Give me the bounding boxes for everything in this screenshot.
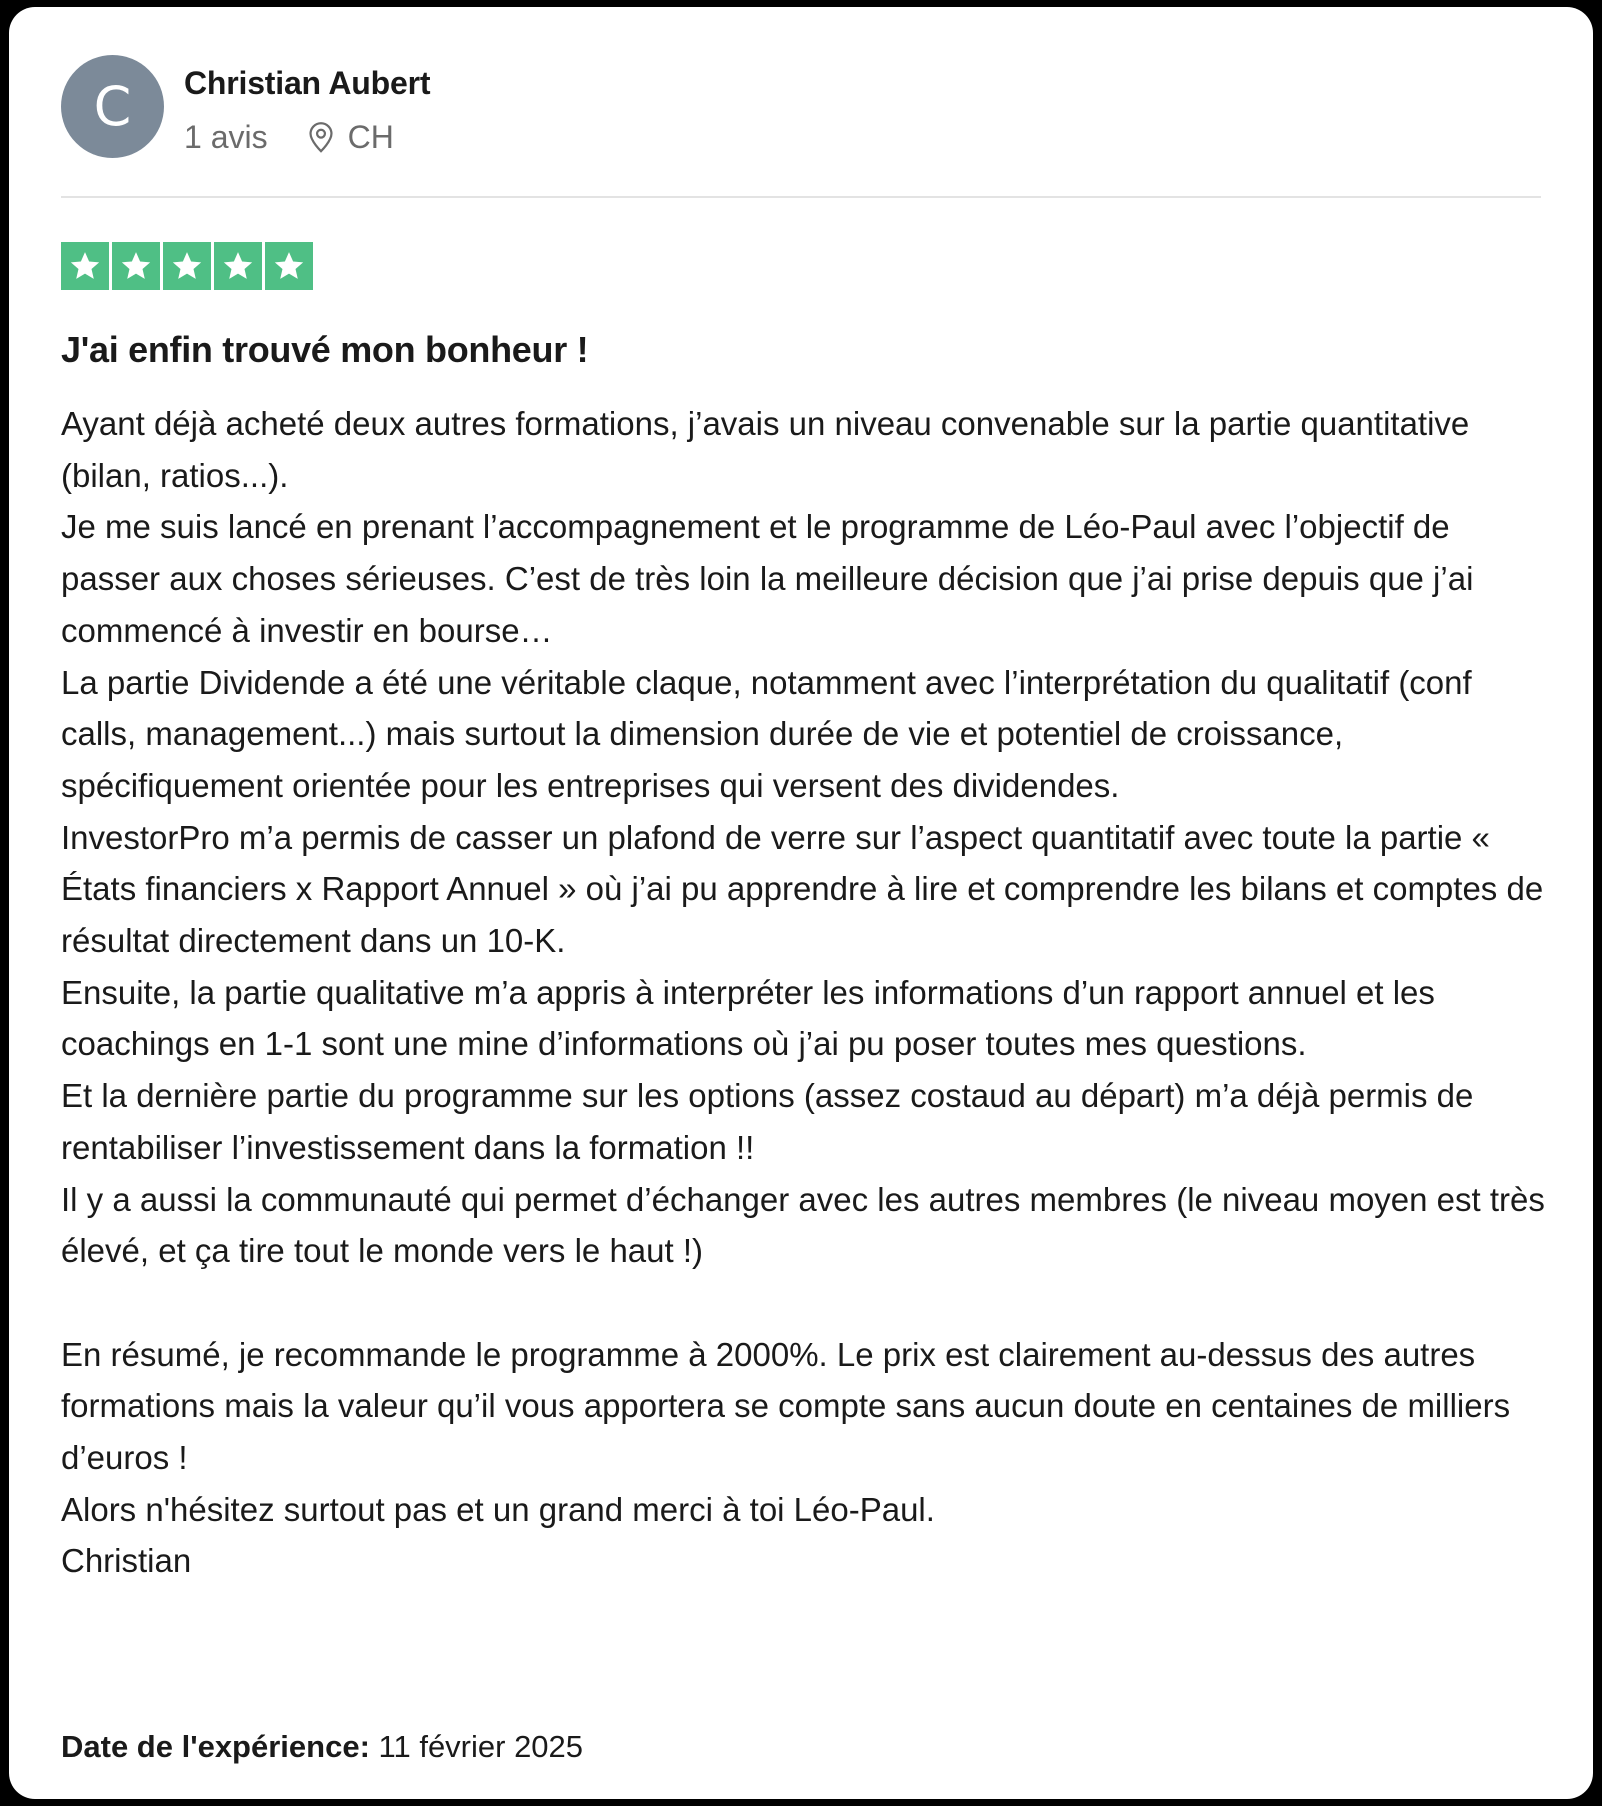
location-pin-icon xyxy=(306,121,336,153)
review-count: 1 avis xyxy=(184,119,268,155)
header-divider xyxy=(61,196,1541,198)
reviewer-header xyxy=(61,55,430,165)
experience-date-value: 11 février 2025 xyxy=(378,1729,584,1764)
reviewer-info xyxy=(184,55,430,155)
review-body: Ayant déjà acheté deux autres formations, j’avais un niveau convenable sur la partie quantitative (bilan, ratios...). Je me suis lancé en prenant l’accompagnement et le programme de Léo-Paul avec l’objectif de passer aux choses sérieuses. C’est de très loin la meilleure décision que j’ai prise depuis que j’ai commencé à investir en bourse… La partie Dividende a été une véritable claque, notamment avec l’interprétation du qualitatif (conf calls, management...) mais surtout la dimension durée de vie et potentiel de croissance, spécifiquement orientée pour les entreprises qui versent des dividendes. InvestorPro m’a permis de casser un plafond de verre sur l’aspect quantitatif avec toute la partie « États financiers x Rapport Annuel » où j’ai pu apprendre à lire et comprendre les bilans et comptes de résultat directement dans un 10-K. Ensuite, la partie qualitative m’a appris à interpréter les informations d’un rapport annuel et les coachings en 1-1 sont une mine d’informations où j’ai pu poser toutes mes questions. Et la dernière partie du programme sur les options (assez costaud au départ) m’a déjà permis de rentabiliser l’investissement dans la formation !! Il y a aussi la communauté qui permet d’échanger avec les autres membres (le niveau moyen est très élevé, et ça tire tout le monde vers le haut !) En résumé, je recommande le programme à 2000%. Le prix est clairement au-dessus des autres formations mais la valeur qu’il vous apportera se compte sans aucun doute en centaines de milliers d’euros ! Alors n'hésitez surtout pas et un grand merci à toi Léo-Paul. Christian xyxy=(61,405,1545,1580)
star-icon xyxy=(61,242,109,290)
reviewer-location xyxy=(306,119,394,155)
experience-date-label: Date de l'expérience: xyxy=(61,1729,370,1764)
reviewer-name[interactable]: Christian Aubert xyxy=(184,65,431,101)
avatar[interactable]: C xyxy=(61,55,164,158)
star-icon xyxy=(214,242,262,290)
review-card xyxy=(9,7,1593,1799)
star-icon xyxy=(163,242,211,290)
star-rating xyxy=(61,242,313,290)
reviewer-meta xyxy=(184,119,430,155)
star-icon xyxy=(112,242,160,290)
experience-date xyxy=(61,1729,583,1765)
reviewer-country: CH xyxy=(347,119,394,155)
star-icon xyxy=(265,242,313,290)
review-title[interactable]: J'ai enfin trouvé mon bonheur ! xyxy=(61,329,589,370)
